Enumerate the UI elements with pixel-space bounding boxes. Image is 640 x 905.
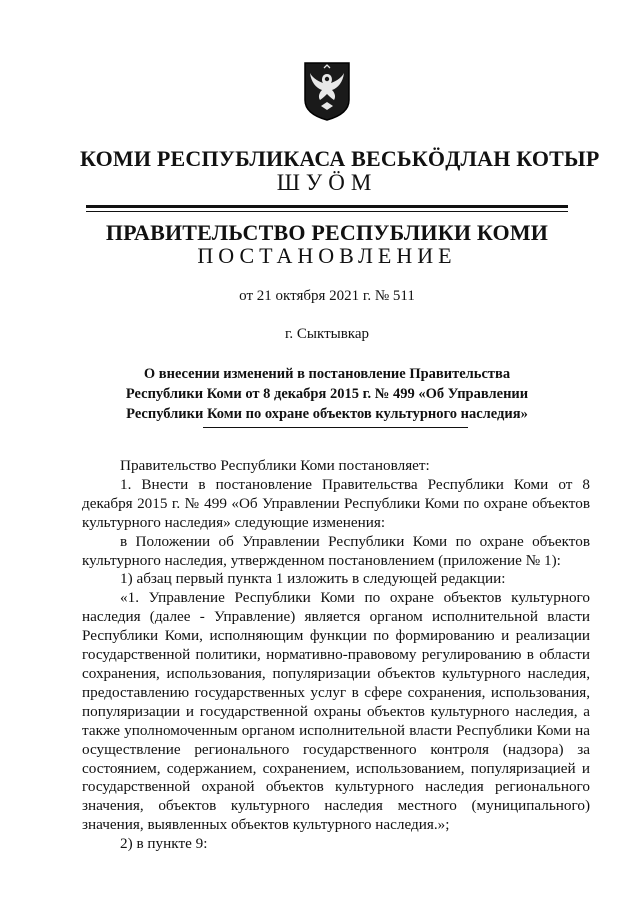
decree-date-number: от 21 октября 2021 г. № 511: [239, 288, 415, 304]
body-paragraph: в Положении об Управлении Республики Коми по охране объектов культурного наследия, утвержденном постановлением (приложение № 1):: [82, 532, 590, 569]
document-title-line: Республики Коми по охране объектов культурного наследия»: [126, 406, 528, 422]
body-paragraph: Правительство Республики Коми постановляет:: [120, 457, 430, 474]
body-paragraph: 1. Внести в постановление Правительства Республики Коми от 8 декабря 2015 г. № 499 «Об Управлении Республики Коми по охране объектов культурного наследия» следующие изменения:: [82, 475, 590, 531]
body-paragraph: 1) абзац первый пункта 1 изложить в следующей редакции:: [120, 570, 506, 588]
komi-decree-label: ШУӦМ: [276, 170, 378, 195]
document-body: [82, 457, 590, 854]
header-divider-thick: [86, 205, 568, 208]
ru-government-title: ПРАВИТЕЛЬСТВО РЕСПУБЛИКИ КОМИ: [105, 220, 549, 245]
coat-of-arms-icon: [302, 60, 352, 122]
ru-decree-label: ПОСТАНОВЛЕНИЕ: [197, 243, 457, 268]
komi-government-title: КОМИ РЕСПУБЛИКАСА ВЕСЬКӦДЛАН КОТЫР: [80, 146, 600, 171]
title-underline: [203, 427, 468, 428]
document-title-line: Республики Коми от 8 декабря 2015 г. № 499 «Об Управлении: [125, 386, 529, 402]
header-divider-thin: [86, 211, 568, 212]
body-paragraph: «1. Управление Республики Коми по охране объектов культурного наследия (далее - Управление) является органом исполнительной власти Республики Коми, исполняющим функции по формированию и реализации государственной политики, нормативно-правовому регулированию в области сохранения, использования, популяризации объектов культурного наследия, предоставлению государственных услуг в сфере сохранения, использования, популяризации и государственной охраны объектов культурного наследия, а также уполномоченным органом исполнительной власти Республики Коми на осуществление регионального государственного контроля (надзора) за состоянием, содержанием, сохранением, использованием, популяризацией и государственной охраной объектов культурного наследия регионального значения, объектов культурного наследия местного (муниципального) значения, выявленных объектов культурного наследия.»;: [82, 589, 590, 834]
decree-city: г. Сыктывкар: [284, 326, 370, 342]
document-title: [100, 364, 554, 424]
document-title-line: О внесении изменений в постановление Правительства: [143, 366, 511, 382]
body-paragraph: 2) в пункте 9:: [120, 835, 208, 853]
